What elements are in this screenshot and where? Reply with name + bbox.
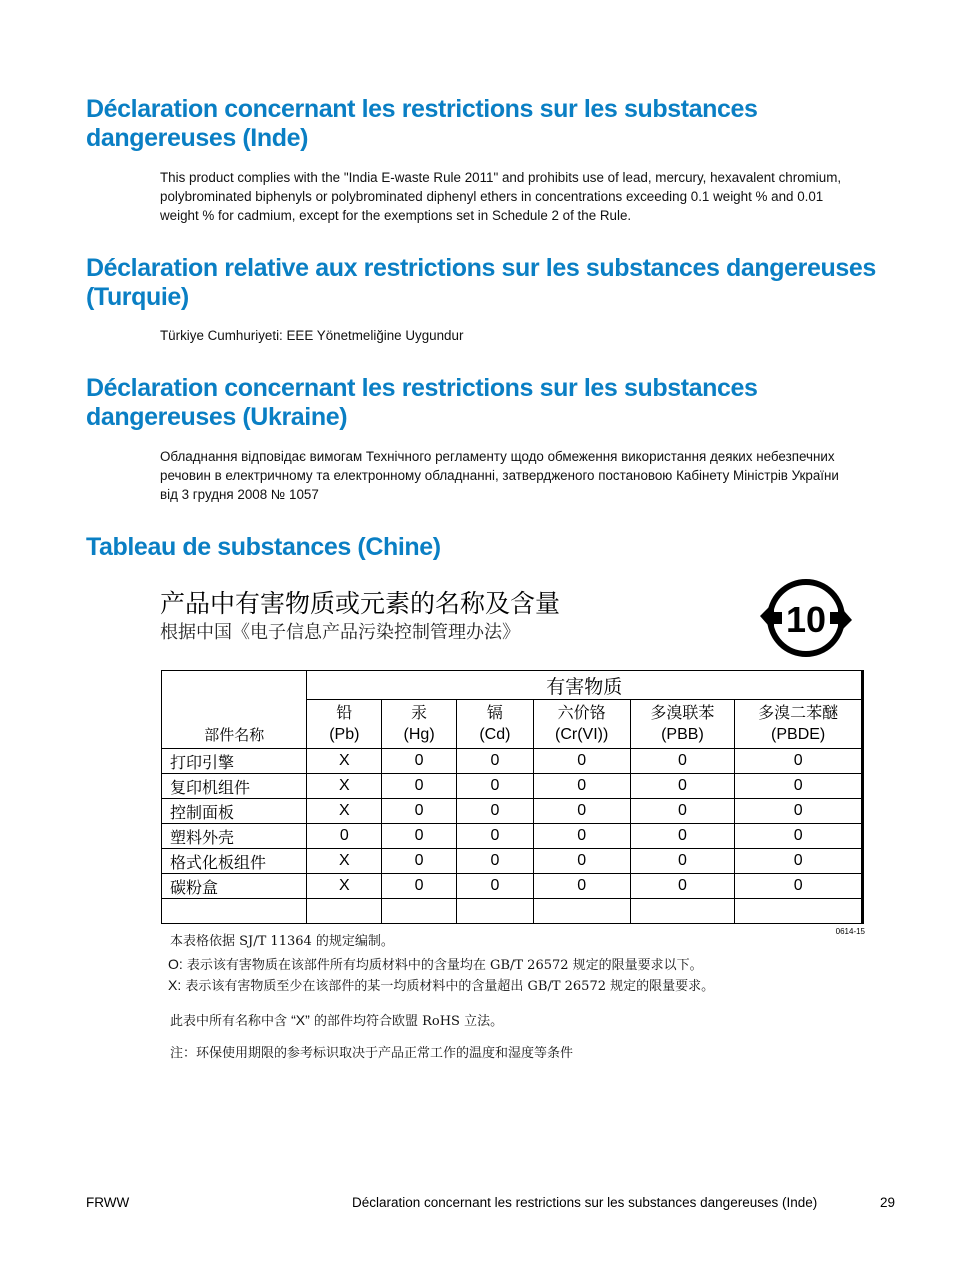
- cell: 0: [630, 749, 735, 774]
- table-code: 0614-15: [835, 927, 865, 936]
- page-number: 29: [880, 1195, 896, 1210]
- cell: 0: [382, 849, 457, 874]
- cell: 0: [533, 849, 630, 874]
- row-name: 控制面板: [162, 799, 307, 824]
- col-header-hg: 汞 (Hg): [382, 700, 457, 749]
- ukraine-text: Обладнання відповідає вимогам Технічного регламенту щодо обмеження використання деяких небезпечних речовин в електричному та електронному обладнанні, затвердженого постановою Кабінету Міністрів України від 3 грудня 2008 № 1057: [160, 449, 839, 502]
- cell: 0: [457, 849, 534, 874]
- col-header-pbb: 多溴联苯 (PBB): [630, 700, 735, 749]
- cell: 0: [735, 874, 863, 899]
- heading-china: Tableau de substances (Chine): [86, 533, 441, 561]
- epup-number: 10: [785, 599, 827, 640]
- table-row: [162, 799, 863, 824]
- cell: X: [307, 749, 382, 774]
- china-table-subtitle: 根据中国《电子信息产品污染控制管理办法》: [160, 622, 520, 643]
- heading-india: Déclaration concernant les restrictions sur les substances dangereuses (Inde): [86, 95, 758, 152]
- cell: X: [307, 774, 382, 799]
- cell: 0: [735, 799, 863, 824]
- hazardous-substances-header: 有害物质: [307, 671, 863, 700]
- cell: 0: [382, 749, 457, 774]
- cell: 0: [382, 874, 457, 899]
- cell: 0: [457, 799, 534, 824]
- footer-title: Déclaration concernant les restrictions sur les substances dangereuses (Inde): [352, 1195, 818, 1210]
- cell: 0: [735, 749, 863, 774]
- cell: 0: [533, 874, 630, 899]
- col-header-pb: 铅 (Pb): [307, 700, 382, 749]
- cell: [630, 899, 735, 924]
- cell: 0: [630, 799, 735, 824]
- china-table-title: 产品中有害物质或元素的名称及含量: [160, 589, 561, 618]
- table-row: [162, 749, 863, 774]
- table-row: [162, 774, 863, 799]
- col-header-pbde: 多溴二苯醚 (PBDE): [735, 700, 863, 749]
- cell: 0: [630, 824, 735, 849]
- cell: 0: [382, 824, 457, 849]
- cell: [457, 899, 534, 924]
- cell: 0: [457, 774, 534, 799]
- cell: 0: [630, 774, 735, 799]
- cell: 0: [533, 749, 630, 774]
- epup-recycle-icon: [760, 576, 852, 660]
- cell: 0: [533, 799, 630, 824]
- cell: 0: [457, 824, 534, 849]
- row-name: 打印引擎: [162, 749, 307, 774]
- col-header-cr6: 六价铬 (Cr(VI)): [533, 700, 630, 749]
- row-name: 格式化板组件: [162, 849, 307, 874]
- cell: 0: [735, 774, 863, 799]
- cell: 0: [735, 824, 863, 849]
- table-row: [162, 899, 863, 924]
- cell: X: [307, 799, 382, 824]
- cell: 0: [307, 824, 382, 849]
- component-name-header: 部件名称: [162, 671, 307, 749]
- cell: 0: [630, 874, 735, 899]
- hazardous-substances-table: [161, 670, 864, 924]
- col-header-cd: 镉 (Cd): [457, 700, 534, 749]
- cell: 0: [533, 774, 630, 799]
- cell: 0: [457, 749, 534, 774]
- cell: [382, 899, 457, 924]
- table-row: [162, 824, 863, 849]
- note-x: X: 表示该有害物质至少在该部件的某一均质材料中的含量超出 GB/T 26572 规定的限量要求。: [168, 977, 715, 994]
- cell: 0: [457, 874, 534, 899]
- note-rohs: 此表中所有名称中含 “X” 的部件均符合欧盟 RoHS 立法。: [170, 1012, 504, 1029]
- cell: 0: [735, 849, 863, 874]
- table-row: [162, 874, 863, 899]
- heading-ukraine: Déclaration concernant les restrictions sur les substances dangereuses (Ukraine): [86, 374, 758, 431]
- cell: [735, 899, 863, 924]
- cell: 0: [630, 849, 735, 874]
- cell: [307, 899, 382, 924]
- cell: X: [307, 849, 382, 874]
- cell: 0: [382, 799, 457, 824]
- row-name: 塑料外壳: [162, 824, 307, 849]
- turkey-text: Türkiye Cumhuriyeti: EEE Yönetmeliğine Uygundur: [160, 328, 464, 343]
- cell: 0: [382, 774, 457, 799]
- cell: X: [307, 874, 382, 899]
- table-row: [162, 849, 863, 874]
- cell: [533, 899, 630, 924]
- row-name: [162, 899, 307, 924]
- row-name: 复印机组件: [162, 774, 307, 799]
- cell: 0: [533, 824, 630, 849]
- footer-left: FRWW: [86, 1195, 130, 1210]
- note-o: O: 表示该有害物质在该部件所有均质材料中的含量均在 GB/T 26572 规定的限量要求以下。: [168, 956, 703, 973]
- note-standard: 本表格依据 SJ/T 11364 的规定编制。: [170, 934, 394, 949]
- heading-turkey: Déclaration relative aux restrictions sur les substances dangereuses (Turquie): [86, 254, 876, 311]
- india-text: This product complies with the "India E-waste Rule 2011" and prohibits use of lead, mercury, hexavalent chromium, polybrominated biphenyls or polybrominated diphenyl ethers in concentrations exceeding 0.1 weight % and 0.01 weight % for cadmium, except for the exemptions set in Schedule 2 of the Rule.: [160, 170, 842, 223]
- note-epup: 注：环保使用期限的参考标识取决于产品正常工作的温度和湿度等条件: [170, 1046, 574, 1061]
- row-name: 碳粉盒: [162, 874, 307, 899]
